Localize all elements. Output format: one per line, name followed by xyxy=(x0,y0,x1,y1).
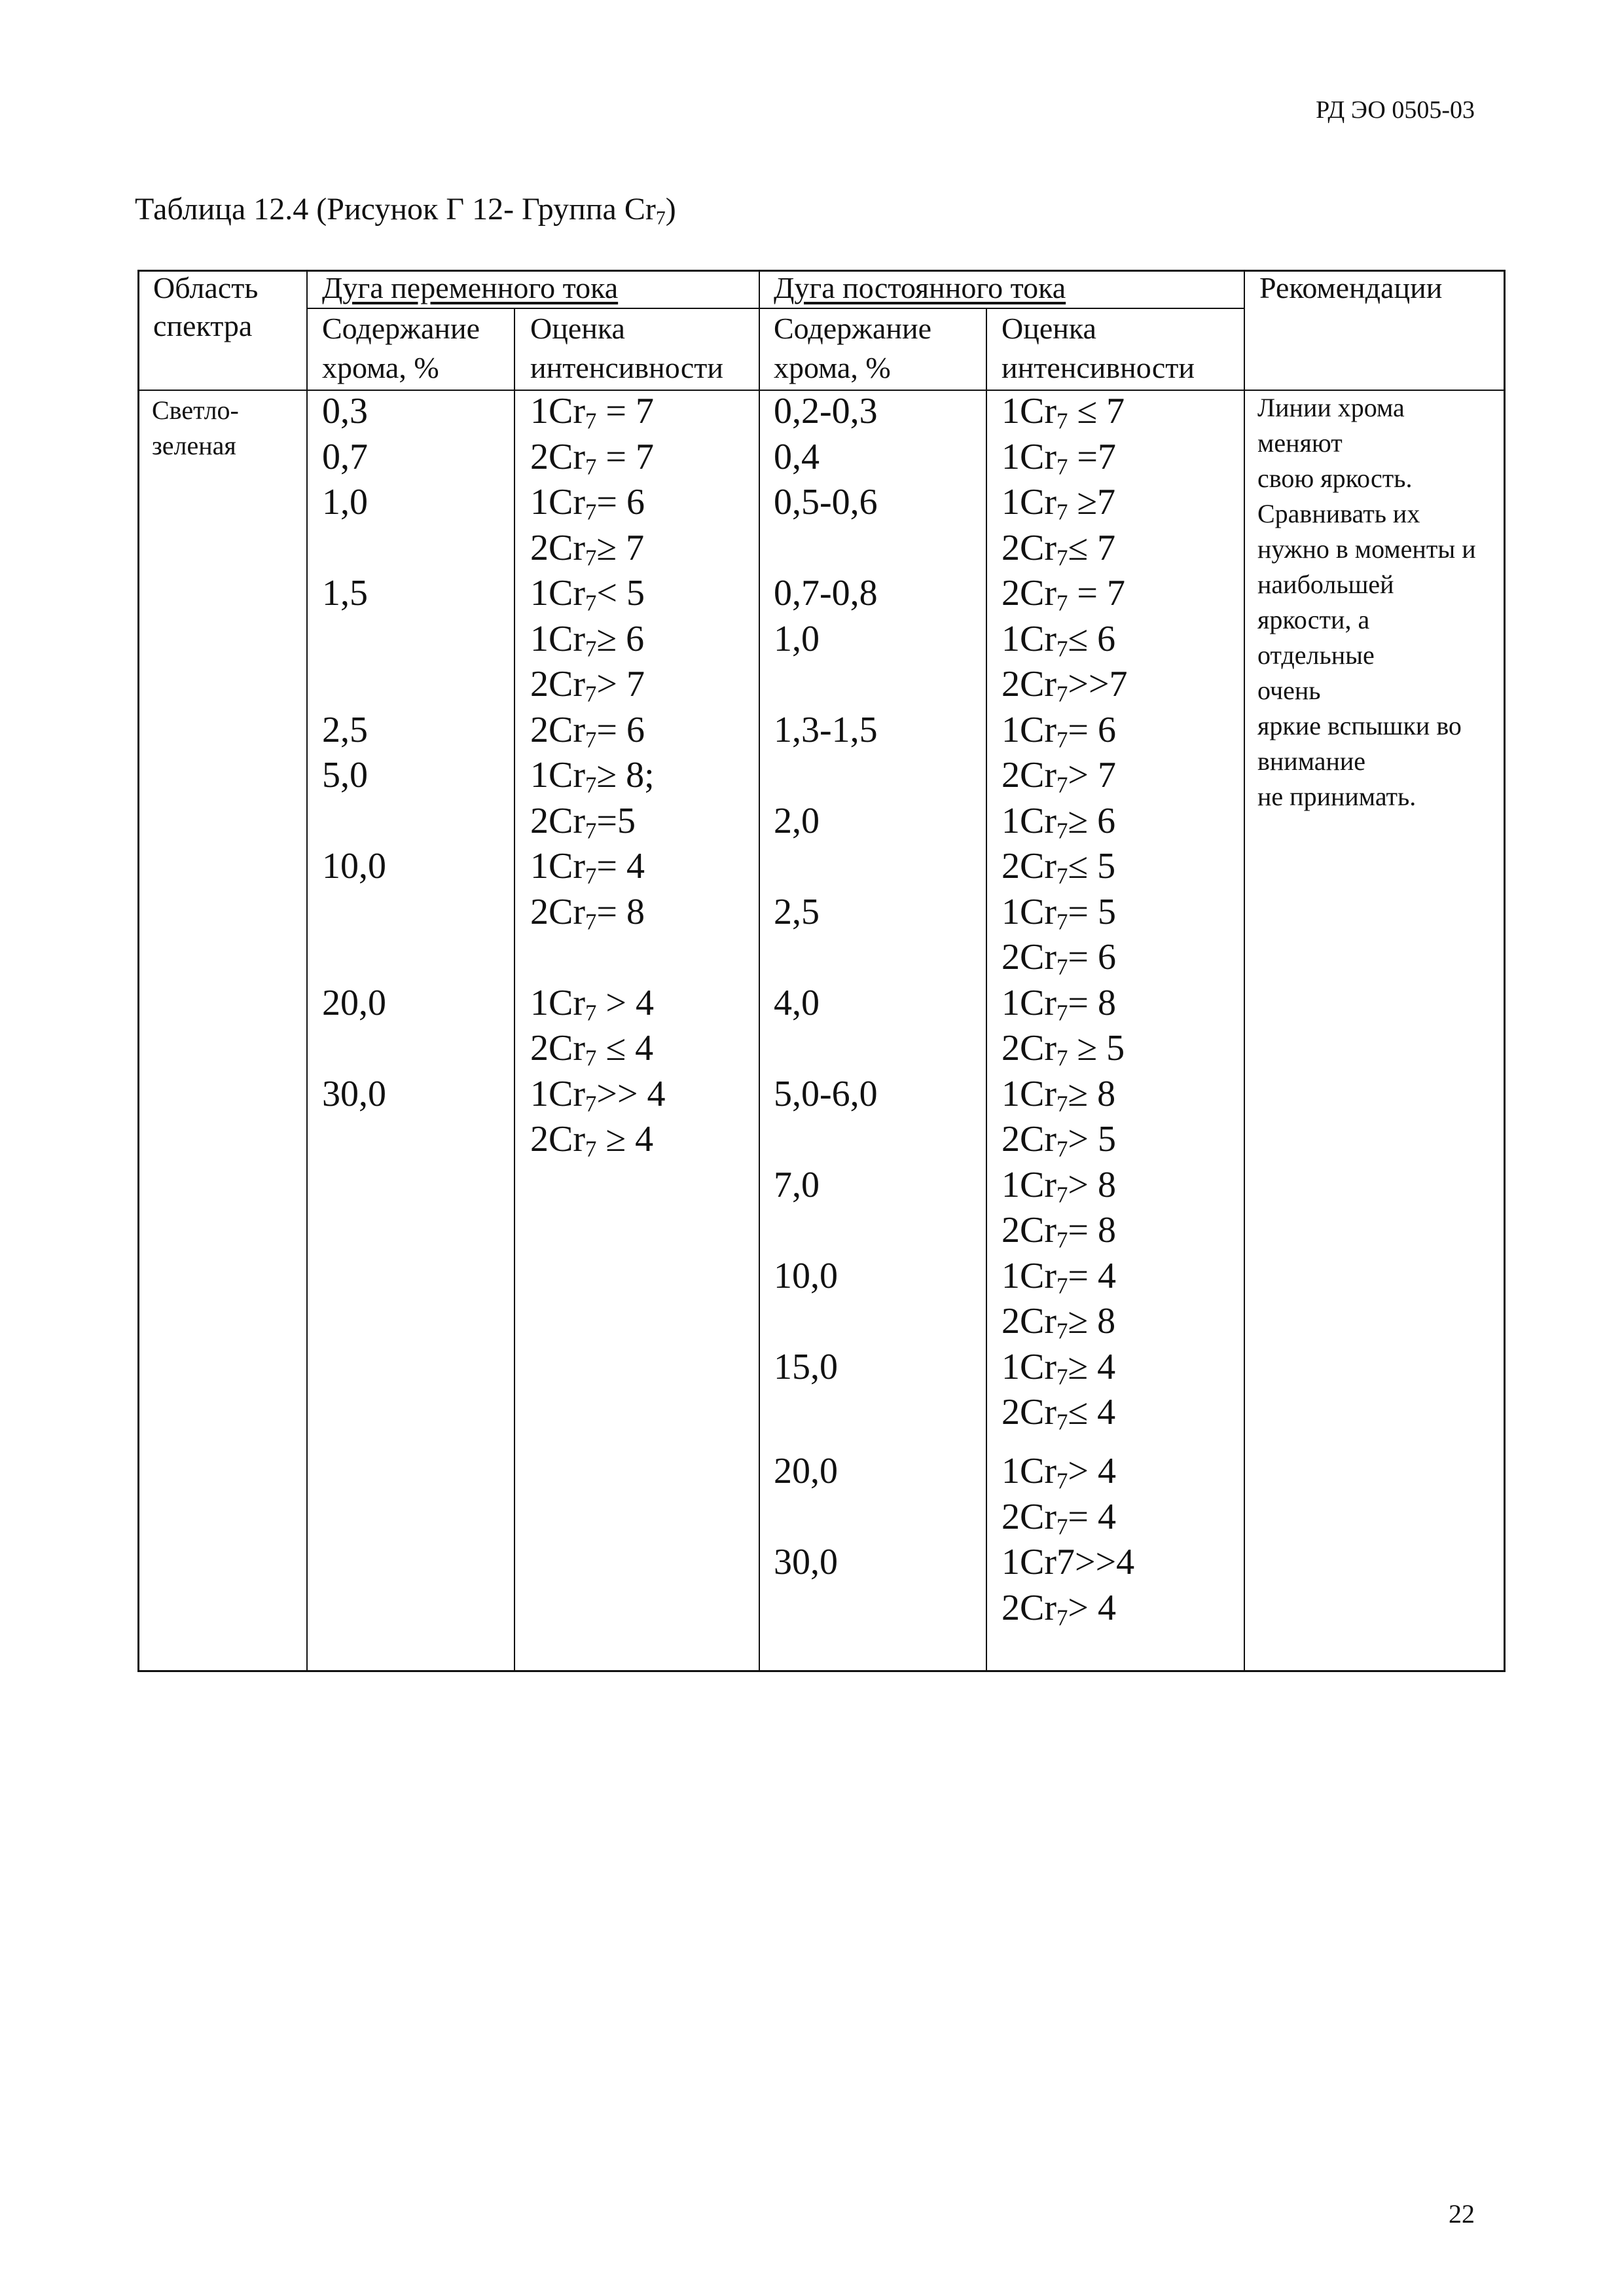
ac-intensity-value xyxy=(530,618,644,660)
intensity-symbol: 2Cr xyxy=(1001,573,1056,613)
intensity-relation: >>7 xyxy=(1068,664,1128,704)
recommendation-line: меняют xyxy=(1257,428,1343,458)
intensity-subscript: 7 xyxy=(1056,772,1068,798)
dc-content-value: 20,0 xyxy=(774,1451,838,1492)
ac-intensity-value xyxy=(530,891,645,933)
recommendation-line: наибольшей xyxy=(1257,570,1394,599)
intensity-relation: ≤ 7 xyxy=(1068,527,1116,568)
intensity-subscript: 7 xyxy=(1056,636,1068,662)
dc-content-value: 0,4 xyxy=(774,436,820,477)
intensity-symbol: 1Cr xyxy=(1001,1346,1056,1387)
intensity-subscript: 7 xyxy=(1056,1364,1068,1390)
dc-intensity-value xyxy=(1001,1391,1115,1433)
dc-content-value: 0,2-0,3 xyxy=(774,391,878,431)
intensity-subscript: 7 xyxy=(1056,590,1068,616)
dc-intensity-value xyxy=(1001,1073,1115,1115)
column-divider-1 xyxy=(306,270,308,1672)
intensity-relation: ≤ 7 xyxy=(1068,391,1125,431)
intensity-relation: = 4 xyxy=(1068,1496,1116,1537)
intensity-symbol: 1Cr xyxy=(1001,391,1056,431)
intensity-subscript: 7 xyxy=(1056,408,1068,434)
ac-intensity-value xyxy=(530,1027,653,1069)
ac-intensity-value xyxy=(530,481,645,523)
ac-content-value: 0,3 xyxy=(322,391,368,431)
intensity-symbol: 1Cr xyxy=(530,982,585,1023)
ac-content-value: 1,5 xyxy=(322,573,368,613)
intensity-relation: =5 xyxy=(596,800,636,841)
intensity-relation: = 8 xyxy=(596,891,645,932)
recommendation-line: отдельные xyxy=(1257,640,1375,670)
ac-content-value: 30,0 xyxy=(322,1073,386,1114)
intensity-relation: ≥ 4 xyxy=(596,1119,654,1159)
recommendation-line: свою яркость. xyxy=(1257,464,1413,493)
dc-intensity-value xyxy=(1001,1587,1116,1629)
intensity-relation: ≤ 5 xyxy=(1068,846,1116,886)
dc-intensity-value xyxy=(1001,1450,1116,1495)
intensity-subscript: 7 xyxy=(585,681,597,707)
dc-intensity-value xyxy=(1001,1209,1116,1251)
dc-intensity-value xyxy=(1001,1496,1116,1538)
intensity-relation: ≤ 4 xyxy=(596,1028,654,1068)
dc-intensity-value xyxy=(1001,1164,1116,1206)
dc-intensity-value xyxy=(1001,891,1116,933)
intensity-relation: > 5 xyxy=(1068,1119,1116,1159)
intensity-subscript: 7 xyxy=(1056,909,1068,935)
intensity-relation: ≥ 5 xyxy=(1068,1028,1125,1068)
intensity-relation: > 4 xyxy=(1068,1587,1116,1628)
intensity-symbol: 2Cr xyxy=(530,1028,585,1068)
intensity-symbol: 2Cr xyxy=(1001,664,1056,704)
intensity-symbol: 1Cr xyxy=(1001,436,1056,477)
dc-content-value: 1,3-1,5 xyxy=(774,709,878,750)
intensity-relation: ≥ 4 xyxy=(1068,1346,1116,1387)
region-value-line-1: Светло- xyxy=(152,395,239,425)
intensity-symbol: 2Cr xyxy=(530,891,585,932)
recommendation-line: не принимать. xyxy=(1257,782,1416,811)
intensity-subscript: 7 xyxy=(585,1000,597,1026)
intensity-relation: = 4 xyxy=(1068,1255,1116,1296)
intensity-relation: = 8 xyxy=(1068,982,1116,1023)
intensity-symbol: 1Cr xyxy=(530,391,585,431)
dc-intensity-value xyxy=(1001,481,1115,523)
intensity-symbol: 1Cr xyxy=(530,618,585,659)
intensity-symbol: 2Cr xyxy=(1001,527,1056,568)
intensity-relation: ≤ 4 xyxy=(1068,1392,1116,1432)
region-value-line-2: зеленая xyxy=(152,431,236,460)
intensity-relation: >> 4 xyxy=(596,1073,666,1114)
intensity-relation: ≥ 8 xyxy=(1068,1073,1116,1114)
caption-prefix: Таблица 12.4 (Рисунок Г 12- Группа Cr xyxy=(135,192,656,227)
table-caption xyxy=(135,191,676,227)
ac-intensity-value xyxy=(530,709,645,751)
ac-content-value: 20,0 xyxy=(322,982,386,1023)
intensity-symbol: 2Cr xyxy=(1001,937,1056,977)
header-ac-content-line-1: Содержание xyxy=(322,312,480,345)
intensity-relation: > 4 xyxy=(596,982,654,1023)
recommendation-line: яркие вспышки во xyxy=(1257,711,1462,740)
header-dc-content-line-2: хрома, % xyxy=(774,351,891,384)
intensity-subscript: 7 xyxy=(585,408,597,434)
intensity-symbol: 1Cr xyxy=(1001,482,1056,522)
dc-content-value: 5,0-6,0 xyxy=(774,1073,878,1114)
chromium-table xyxy=(137,270,1506,1672)
page-number: 22 xyxy=(1449,2199,1475,2229)
ac-content-value: 10,0 xyxy=(322,846,386,886)
intensity-symbol: 1Cr xyxy=(1001,618,1056,659)
intensity-symbol: 1Cr xyxy=(1001,800,1056,841)
header-dc-intensity-line-1: Оценка xyxy=(1001,312,1096,345)
intensity-symbol: 2Cr xyxy=(1001,1392,1056,1432)
dc-intensity-value xyxy=(1001,1255,1116,1297)
recommendation-line: Линии хрома xyxy=(1257,393,1405,422)
recommendation-line: нужно в моменты и xyxy=(1257,534,1476,564)
column-divider-5 xyxy=(1244,270,1245,1672)
intensity-symbol: 2Cr xyxy=(1001,846,1056,886)
intensity-subscript: 7 xyxy=(1056,454,1068,480)
dc-content-value: 4,0 xyxy=(774,982,820,1023)
dc-intensity-value xyxy=(1001,800,1115,842)
header-ac-intensity-line-1: Оценка xyxy=(530,312,625,345)
recommendation-line: Сравнивать их xyxy=(1257,499,1420,528)
dc-content-value: 0,7-0,8 xyxy=(774,573,878,613)
intensity-relation: = 5 xyxy=(1068,891,1116,932)
header-recommendations: Рекомендации xyxy=(1259,271,1443,304)
intensity-subscript: 7 xyxy=(1056,1318,1068,1344)
intensity-relation: ≥7 xyxy=(1068,482,1116,522)
intensity-symbol: 1Cr xyxy=(530,573,585,613)
intensity-symbol: 2Cr xyxy=(1001,1210,1056,1250)
intensity-subscript: 7 xyxy=(1056,545,1068,571)
intensity-subscript: 7 xyxy=(1056,1605,1068,1631)
intensity-relation: = 6 xyxy=(596,709,645,750)
intensity-subscript: 7 xyxy=(585,863,597,889)
intensity-subscript: 7 xyxy=(1056,1227,1068,1253)
intensity-relation: ≥ 6 xyxy=(1068,800,1116,841)
intensity-symbol: 2Cr xyxy=(1001,1028,1056,1068)
intensity-subscript: 7 xyxy=(585,499,597,525)
table-border-bottom xyxy=(137,1670,1506,1672)
dc-intensity-value xyxy=(1001,982,1116,1024)
intensity-subscript: 7 xyxy=(585,1136,597,1162)
intensity-subscript: 7 xyxy=(1056,1136,1068,1162)
intensity-relation: =7 xyxy=(1068,436,1116,477)
intensity-symbol: 1Cr xyxy=(1001,1073,1056,1114)
intensity-symbol: 2Cr xyxy=(1001,755,1056,795)
intensity-symbol: 1Cr7>>4 xyxy=(1001,1542,1135,1583)
intensity-relation: > 8 xyxy=(1068,1164,1116,1205)
column-divider-4 xyxy=(986,308,987,1672)
dc-intensity-value xyxy=(1001,436,1116,478)
intensity-subscript: 7 xyxy=(585,909,597,935)
dc-intensity-value xyxy=(1001,1027,1125,1069)
dc-intensity-value xyxy=(1001,527,1115,569)
caption-subscript: 7 xyxy=(655,207,666,229)
ac-intensity-value xyxy=(530,1118,653,1160)
ac-intensity-value xyxy=(530,754,655,796)
dc-intensity-value xyxy=(1001,572,1125,614)
dc-intensity-value xyxy=(1001,709,1116,751)
intensity-subscript: 7 xyxy=(1056,727,1068,753)
ac-intensity-value xyxy=(530,800,636,842)
intensity-symbol: 2Cr xyxy=(1001,1587,1056,1628)
intensity-relation: ≥ 8; xyxy=(596,755,655,795)
dc-content-value: 2,0 xyxy=(774,800,820,841)
recommendation-line: очень xyxy=(1257,676,1321,705)
intensity-relation: ≤ 6 xyxy=(1068,618,1116,659)
intensity-relation: = 7 xyxy=(596,391,654,431)
header-region-line-2: спектра xyxy=(153,309,253,342)
dc-intensity-value xyxy=(1001,390,1125,432)
intensity-symbol: 1Cr xyxy=(530,755,585,795)
intensity-relation: = 6 xyxy=(1068,937,1116,977)
intensity-subscript: 7 xyxy=(1056,1045,1068,1071)
intensity-symbol: 1Cr xyxy=(1001,1164,1056,1205)
ac-content-value: 1,0 xyxy=(322,482,368,522)
dc-intensity-value xyxy=(1001,663,1128,705)
intensity-relation: = 7 xyxy=(1068,573,1125,613)
intensity-relation: > 7 xyxy=(1068,755,1116,795)
dc-intensity-value xyxy=(1001,618,1115,660)
intensity-subscript: 7 xyxy=(1056,1514,1068,1540)
table-border-right xyxy=(1504,270,1506,1672)
intensity-subscript: 7 xyxy=(1056,954,1068,980)
dc-content-value: 30,0 xyxy=(774,1542,838,1583)
dc-content-value: 2,5 xyxy=(774,891,820,932)
intensity-symbol: 1Cr xyxy=(1001,1451,1056,1492)
intensity-symbol: 2Cr xyxy=(530,664,585,704)
intensity-symbol: 2Cr xyxy=(1001,1301,1056,1341)
dc-content-value: 15,0 xyxy=(774,1346,838,1387)
intensity-subscript: 7 xyxy=(585,818,597,844)
intensity-relation: = 4 xyxy=(596,846,645,886)
ac-intensity-value xyxy=(530,390,654,432)
dc-intensity-value xyxy=(1001,1300,1115,1342)
header-dc-content-line-1: Содержание xyxy=(774,312,932,345)
column-divider-3 xyxy=(759,270,760,1672)
intensity-relation: = 7 xyxy=(596,436,654,477)
intensity-symbol: 1Cr xyxy=(530,482,585,522)
dc-content-value: 1,0 xyxy=(774,618,820,659)
document-code: РД ЭО 0505-03 xyxy=(1316,96,1475,124)
intensity-subscript: 7 xyxy=(1056,1468,1068,1495)
intensity-subscript: 7 xyxy=(1056,1000,1068,1026)
ac-intensity-value xyxy=(530,527,644,569)
column-divider-2 xyxy=(514,308,515,1672)
intensity-relation: = 6 xyxy=(596,482,645,522)
dc-intensity-value xyxy=(1001,1346,1115,1388)
ac-intensity-value xyxy=(530,1073,666,1115)
dc-intensity-value xyxy=(1001,1541,1134,1583)
header-ac-content-line-2: хрома, % xyxy=(322,351,439,384)
header-ac-arc: Дуга переменного тока xyxy=(322,271,619,304)
dc-intensity-value xyxy=(1001,936,1116,978)
intensity-subscript: 7 xyxy=(585,727,597,753)
intensity-subscript: 7 xyxy=(585,772,597,798)
intensity-symbol: 2Cr xyxy=(530,709,585,750)
intensity-symbol: 1Cr xyxy=(530,1073,585,1114)
caption-suffix: ) xyxy=(665,192,676,227)
intensity-subscript: 7 xyxy=(585,636,597,662)
ac-intensity-value xyxy=(530,845,645,887)
header-region-line-1: Область xyxy=(153,271,259,304)
intensity-symbol: 2Cr xyxy=(1001,1496,1056,1537)
ac-intensity-value xyxy=(530,982,654,1024)
intensity-relation: < 5 xyxy=(596,573,645,613)
intensity-subscript: 7 xyxy=(1056,818,1068,844)
intensity-subscript: 7 xyxy=(585,590,597,616)
table-border-left xyxy=(137,270,139,1672)
intensity-symbol: 1Cr xyxy=(1001,891,1056,932)
intensity-symbol: 1Cr xyxy=(530,846,585,886)
dc-content-value: 10,0 xyxy=(774,1255,838,1296)
intensity-subscript: 7 xyxy=(585,454,597,480)
intensity-symbol: 2Cr xyxy=(530,800,585,841)
intensity-relation: = 8 xyxy=(1068,1210,1116,1250)
intensity-subscript: 7 xyxy=(1056,1182,1068,1208)
ac-intensity-value xyxy=(530,572,645,614)
intensity-symbol: 1Cr xyxy=(1001,1255,1056,1296)
intensity-symbol: 2Cr xyxy=(530,527,585,568)
ac-content-value: 0,7 xyxy=(322,436,368,477)
header-ac-intensity-line-2: интенсивности xyxy=(530,351,724,384)
intensity-subscript: 7 xyxy=(1056,499,1068,525)
intensity-subscript: 7 xyxy=(1056,1091,1068,1117)
intensity-subscript: 7 xyxy=(1056,681,1068,707)
recommendation-line: внимание xyxy=(1257,746,1366,776)
intensity-relation: > 4 xyxy=(1068,1451,1116,1492)
intensity-symbol: 2Cr xyxy=(530,1119,585,1159)
intensity-symbol: 1Cr xyxy=(1001,982,1056,1023)
dc-intensity-value xyxy=(1001,845,1115,887)
intensity-relation: = 6 xyxy=(1068,709,1116,750)
header-dc-arc: Дуга постоянного тока xyxy=(774,271,1066,304)
ac-content-value: 5,0 xyxy=(322,755,368,795)
dc-intensity-value xyxy=(1001,754,1116,796)
header-dc-intensity-line-2: интенсивности xyxy=(1001,351,1195,384)
intensity-symbol: 1Cr xyxy=(1001,709,1056,750)
intensity-subscript: 7 xyxy=(1056,1409,1068,1435)
intensity-relation: > 7 xyxy=(596,664,645,704)
recommendation-line: яркости, а xyxy=(1257,605,1370,634)
ac-intensity-value xyxy=(530,663,645,705)
ac-content-value: 2,5 xyxy=(322,709,368,750)
recommendations-text xyxy=(1257,390,1500,814)
dc-content-value: 0,5-0,6 xyxy=(774,482,878,522)
intensity-subscript: 7 xyxy=(585,545,597,571)
intensity-relation: ≥ 6 xyxy=(596,618,645,659)
intensity-subscript: 7 xyxy=(585,1091,597,1117)
dc-intensity-value xyxy=(1001,1118,1116,1160)
dc-content-value: 7,0 xyxy=(774,1164,820,1205)
intensity-relation: ≥ 8 xyxy=(1068,1301,1116,1341)
intensity-symbol: 2Cr xyxy=(1001,1119,1056,1159)
intensity-relation: ≥ 7 xyxy=(596,527,645,568)
ac-intensity-value xyxy=(530,436,654,478)
intensity-subscript: 7 xyxy=(1056,1273,1068,1299)
intensity-subscript: 7 xyxy=(1056,863,1068,889)
intensity-subscript: 7 xyxy=(585,1045,597,1071)
intensity-symbol: 2Cr xyxy=(530,436,585,477)
